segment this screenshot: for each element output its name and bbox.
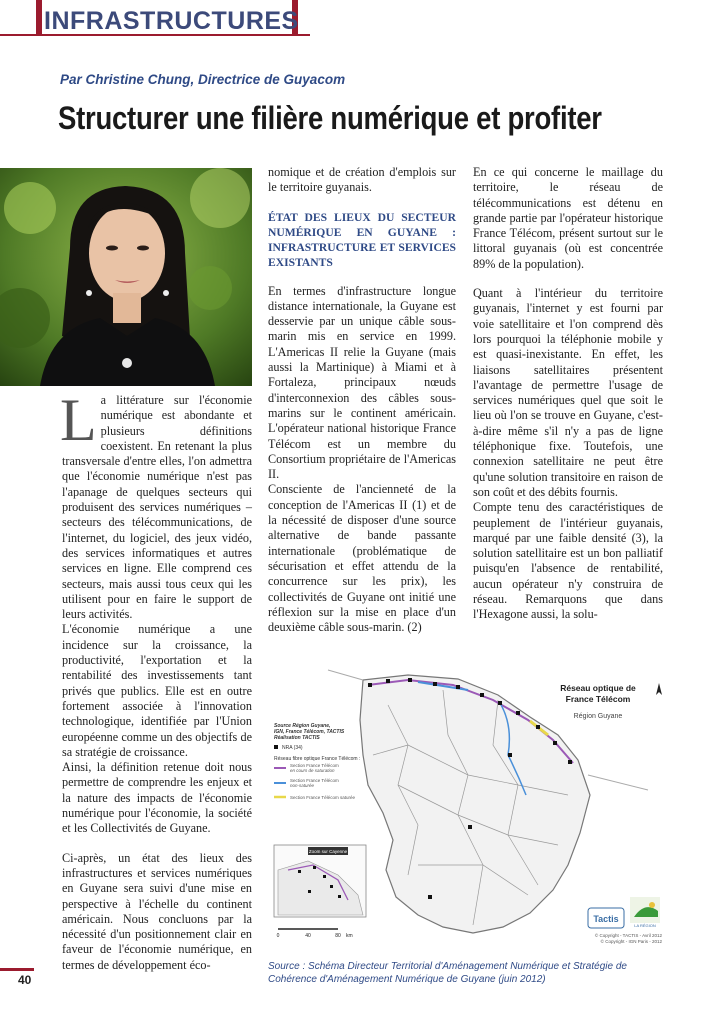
map-copyright: © Copyright - IGN Paris - 2012 [600,939,662,944]
map-copyright: © Copyright - TACTIS - Avril 2012 [594,933,662,938]
tactis-logo: Tactis [593,914,619,924]
column-2 [268,165,456,635]
author-photo [0,168,252,386]
paragraph: Ainsi, la définition retenue doit nous permettre de comprendre les enjeux et la nature des impacts de l'économie numérique pour l'économie, la société et les Collectivités de Guyane. [62,760,252,836]
paragraph: En ce qui concerne le maillage du territoire, le réseau de télécommunications est détenu en grande partie par l'opérateur historique France Télécom, présent surtout sur le littoral guyanais (où est concentrée 89% de la population). [473,165,663,271]
inset-label: Zoom sur Cayenne [308,849,348,854]
paragraph: nomique et de création d'emplois sur le territoire guyanais. [268,165,456,195]
map-title: France Télécom [565,694,631,704]
map-source: IGN, France Télécom, TACTIS [274,729,345,735]
section-subhead: ÉTAT DES LIEUX DU SECTEUR NUMÉRIQUE EN GUYANE : INFRASTRUCTURE ET SERVICES EXISTANTS [268,210,456,269]
network-map [268,665,666,955]
byline: Par Christine Chung, Directrice de Guyacom [60,72,346,87]
paragraph: Ci-après, un état des lieux des infrastructures et services numériques en Guyane sera suivi d'une mise en perspective à l'échelle du continent américain. Nous concluons par la nécessité d'un positionnement clair en faveur de l'économie numérique, en termes de développement éco- [62,850,252,972]
scale-label: 0 [276,933,280,939]
map-source: Réalisation TACTIS [274,735,320,741]
region-logo-label: LA RÉGION [634,923,656,928]
legend-item: Section France Télécom [290,763,339,768]
section-title: INFRASTRUCTURES [44,7,299,35]
scale-unit: km [346,933,353,939]
legend-item: Section France Télécom saturée [290,795,355,800]
drop-cap: L [60,387,97,453]
page-number: 40 [18,973,32,987]
map-title: Réseau optique de [560,683,636,693]
folio-rule [0,968,34,971]
scale-label: 80 [335,933,341,939]
legend-item: Section France Télécom [290,778,339,783]
legend-item: non-saturée [290,783,315,788]
map-source: Source Région Guyane, [274,723,331,729]
map-caption: Source : Schéma Directeur Territorial d'Aménagement Numérique et Stratégie de Cohérence d'Aménagement Numérique de Guyane (juin 2012) [268,961,627,985]
legend-item: en cours de saturation [290,768,335,773]
paragraph: Compte tenu des caractéristiques de peuplement de l'intérieur guyanais, marqué par une faible densité (3), la solution satellitaire est un bon palliatif puisqu'en l'absence de rentabilité, aucun opérateur n'y construira de réseau. Remarquons que dans l'Hexagone aussi, la solu- [473,500,663,622]
paragraph: En termes d'infrastructure longue distance internationale, la Guyane est desservie par un unique câble sous-marin mis en service en 1999. L'Americas II relie la Guyane (mais aussi la Martinique) à Miami et à Fortaleza, principaux nœuds d'interconnexion des câbles sous-marins sur le continent américain. L'opérateur national historique France Télécom est un membre du Consortium propriétaire de l'Americas II. [268,283,456,482]
paragraph: Consciente de l'ancienneté de la conception de l'Americas II (1) et de la nécessité de disposer d'une source alternative de bande passante internationale (problématique de sécurisation et effet attendu de la concurrence sur les prix), les collectivités de Guyane ont initié une réflexion sur la mise en place d'un deuxième câble sous-marin. (2) [268,482,456,635]
map-region: Région Guyane [573,713,623,720]
column-3 [473,165,663,623]
intro-text: a littérature sur l'économie numérique est abondante et plusieurs définitions coexistent. En retenant la plus transversale d'entre elles, l'on admettra que l'économie numérique n'est pas l'apanage de quelques secteurs qui produisent des services numériques – secteurs des télécommunications, de l'internet, du logiciel, des jeux vidéo, des services informatiques et autres services en ligne. Elle comprend ces secteurs, mais aussi tous ceux qui les utilisent pour en faire le support de leurs activités. [62,393,252,622]
column-1 [60,387,252,973]
paragraph: Quant à l'intérieur du territoire guyanais, l'internet y est fourni par voie satellitaire et l'on comprend dès lors pourquoi la téléphonie mobile y est quasi-inexistante. En effet, les liaisons satellitaires présentent l'avantage de permettre l'usage de services numériques quel que soit le lieu où l'on se trouve en Guyane, c'est-à-dire même s'il n'y a pas de ligne téléphonique fixe. Toutefois, une connexion satellitaire ne peut être qu'une solution transitoire en raison de son coût et des débits fournis. [473,286,663,499]
intro-paragraph [60,387,252,622]
scale-label: 40 [305,933,311,939]
headline: Structurer une filière numérique et profiter [58,100,602,136]
legend-heading: Réseau fibre optique France Télécom : [274,756,361,762]
paragraph: L'économie numérique a une incidence sur la croissance, la productivité, l'exportation et la rentabilité des investissements tant privés que publics. Elle est en outre fortement associée à l'innovation technologique, identifiée par l'Union européenne comme un des objectifs de sa stratégie de croissance. [62,622,252,759]
legend-nra: NRA (34) [282,745,303,751]
